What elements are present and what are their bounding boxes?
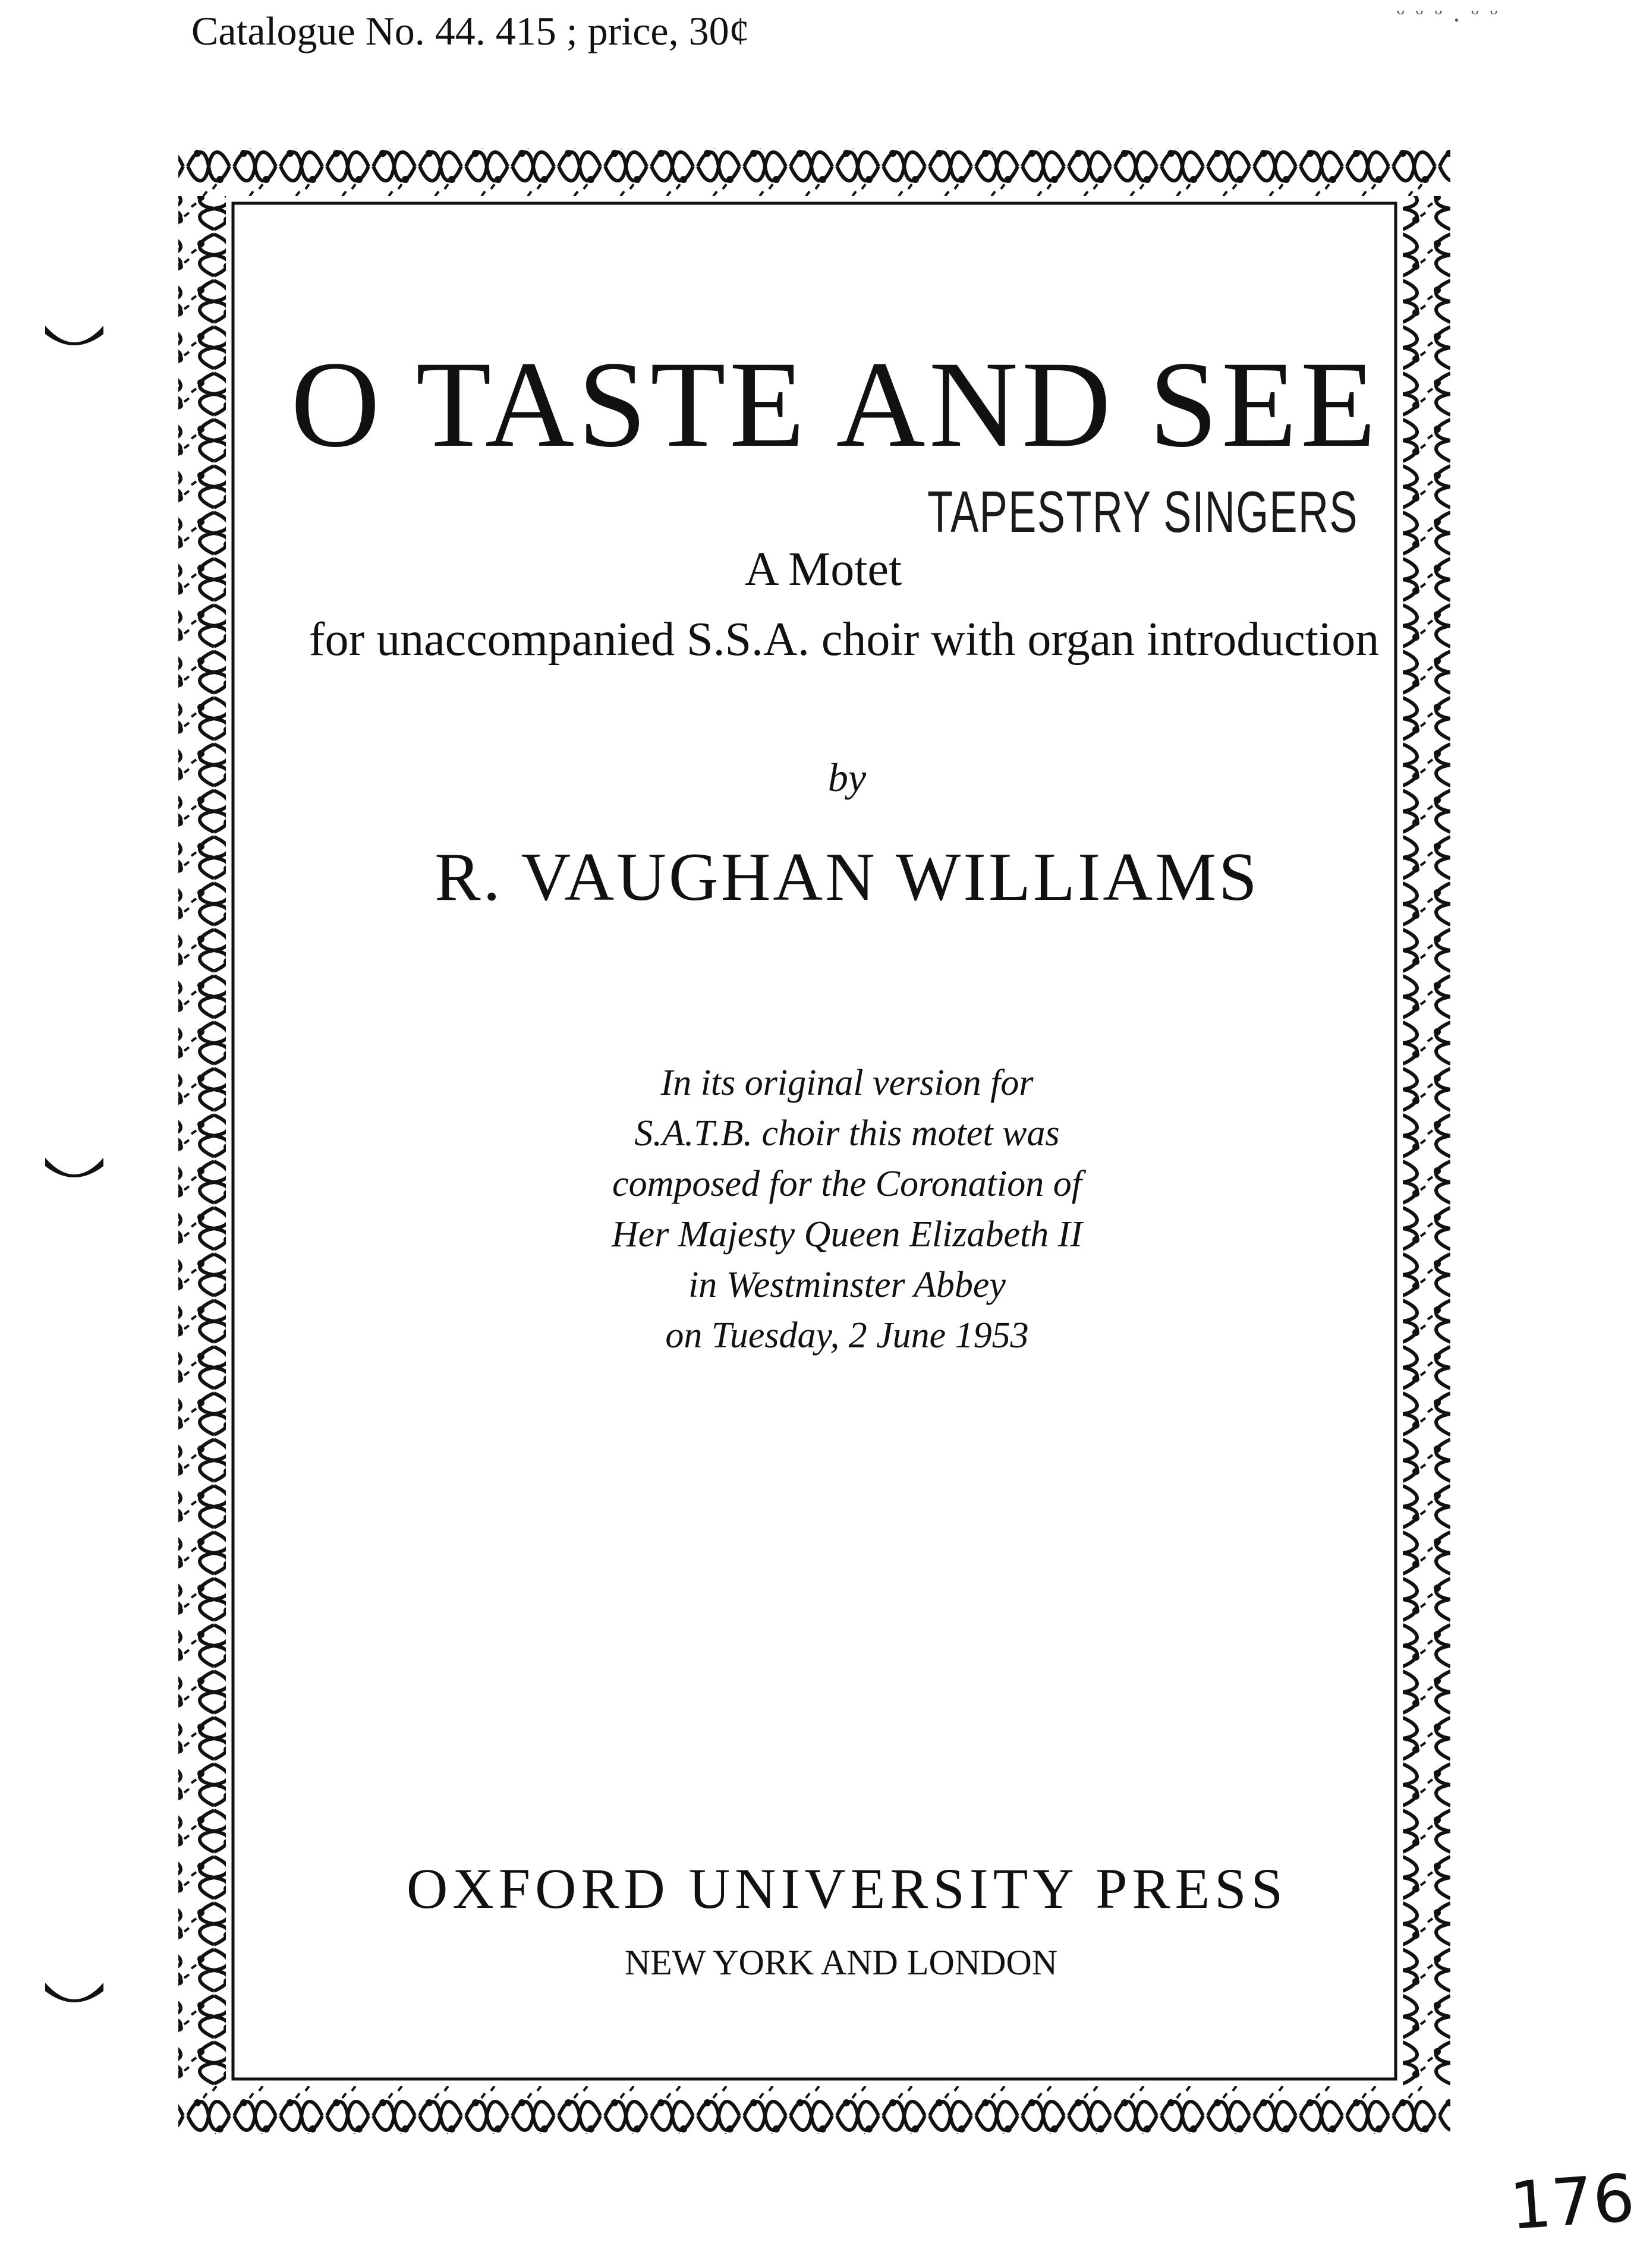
publisher-place: NEW YORK AND LONDON xyxy=(624,1943,1058,1982)
handwritten-page-number: 176 xyxy=(1507,2159,1637,2245)
publisher-name: OXFORD UNIVERSITY PRESS xyxy=(407,1857,1287,1920)
owner-stamp: TAPESTRY SINGERS xyxy=(927,479,1358,544)
dedication-note xyxy=(0,1058,1617,1361)
dedication-line: In its original version for xyxy=(660,1063,1034,1103)
dedication-line: on Tuesday, 2 June 1953 xyxy=(665,1315,1029,1356)
subtitle-genre: A Motet xyxy=(744,543,902,596)
dedication-line: composed for the Coronation of xyxy=(612,1164,1082,1204)
subtitle-scoring: for unaccompanied S.S.A. choir with organ introduction xyxy=(308,613,1380,666)
composer-name: R. VAUGHAN WILLIAMS xyxy=(435,839,1260,915)
catalogue-number: Catalogue No. 44. 415 ; price, 30¢ xyxy=(191,8,750,53)
corner-mark: ᵕ ᵕ ᵕ . ᵕ ᵕ xyxy=(1397,0,1500,27)
dedication-line: S.A.T.B. choir this motet was xyxy=(634,1113,1060,1154)
page-title: O TASTE AND SEE xyxy=(291,336,1380,472)
by-label: by xyxy=(827,755,867,800)
dedication-line: Her Majesty Queen Elizabeth II xyxy=(612,1214,1082,1255)
dedication-line: in Westminster Abbey xyxy=(688,1265,1006,1305)
